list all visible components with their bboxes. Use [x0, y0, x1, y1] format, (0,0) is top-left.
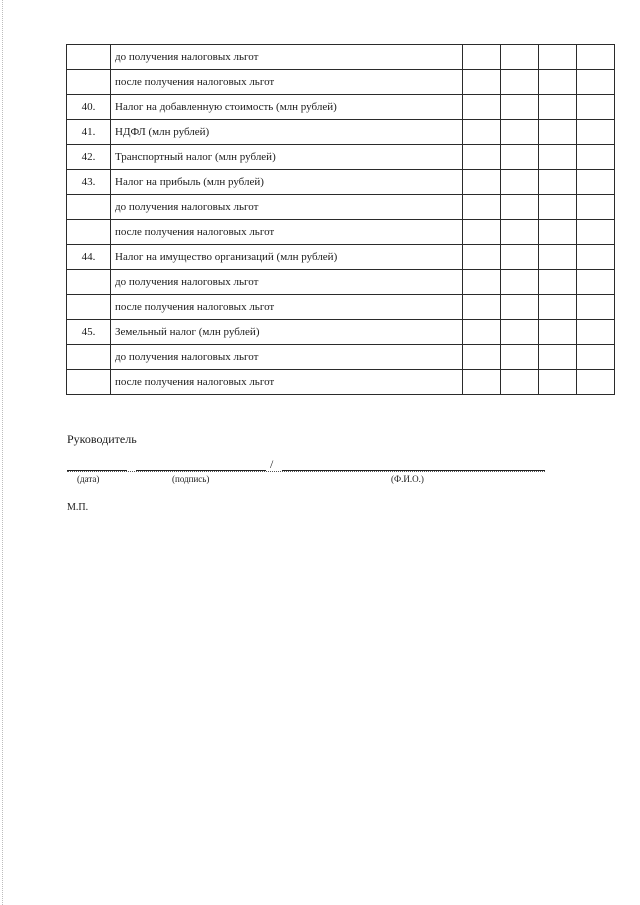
scan-edge-line	[2, 0, 4, 905]
row-name: после получения налоговых льгот	[111, 370, 463, 395]
value-cell	[463, 170, 501, 195]
value-cell	[577, 170, 615, 195]
value-cell	[463, 295, 501, 320]
value-cell	[577, 345, 615, 370]
value-cell	[577, 270, 615, 295]
value-cell	[577, 320, 615, 345]
signature-slash: /	[270, 457, 274, 471]
value-cell	[501, 170, 539, 195]
value-cell	[577, 95, 615, 120]
signature-caption: (подпись)	[172, 474, 210, 484]
value-cell	[539, 220, 577, 245]
table-row	[67, 145, 615, 170]
value-cell	[539, 95, 577, 120]
table-row	[67, 195, 615, 220]
row-name: Транспортный налог (млн рублей)	[111, 145, 463, 170]
table-row	[67, 95, 615, 120]
value-cell	[463, 245, 501, 270]
table-row	[67, 370, 615, 395]
row-name: после получения налоговых льгот	[111, 295, 463, 320]
row-number: 42.	[67, 145, 111, 170]
row-number	[67, 370, 111, 395]
signature-underline	[136, 470, 266, 471]
value-cell	[539, 70, 577, 95]
value-cell	[539, 195, 577, 220]
value-cell	[539, 345, 577, 370]
tax-table	[66, 44, 615, 395]
value-cell	[539, 145, 577, 170]
table-row	[67, 345, 615, 370]
row-number	[67, 70, 111, 95]
row-number: 41.	[67, 120, 111, 145]
value-cell	[463, 370, 501, 395]
value-cell	[577, 370, 615, 395]
signature-line	[67, 471, 545, 472]
table-row	[67, 45, 615, 70]
table-row	[67, 320, 615, 345]
row-name: до получения налоговых льгот	[111, 270, 463, 295]
value-cell	[501, 45, 539, 70]
row-name: до получения налоговых льгот	[111, 195, 463, 220]
value-cell	[501, 295, 539, 320]
value-cell	[577, 120, 615, 145]
row-number	[67, 270, 111, 295]
date-caption: (дата)	[77, 474, 100, 484]
value-cell	[501, 320, 539, 345]
value-cell	[463, 270, 501, 295]
row-name: после получения налоговых льгот	[111, 70, 463, 95]
value-cell	[501, 345, 539, 370]
value-cell	[463, 145, 501, 170]
value-cell	[463, 70, 501, 95]
table-row	[67, 295, 615, 320]
date-underline	[67, 470, 127, 471]
row-number	[67, 220, 111, 245]
value-cell	[539, 295, 577, 320]
value-cell	[577, 220, 615, 245]
value-cell	[539, 245, 577, 270]
row-name: Налог на прибыль (млн рублей)	[111, 170, 463, 195]
value-cell	[539, 270, 577, 295]
value-cell	[539, 320, 577, 345]
value-cell	[539, 170, 577, 195]
row-number	[67, 345, 111, 370]
row-name: Земельный налог (млн рублей)	[111, 320, 463, 345]
value-cell	[501, 270, 539, 295]
value-cell	[539, 370, 577, 395]
value-cell	[577, 145, 615, 170]
value-cell	[463, 320, 501, 345]
value-cell	[463, 45, 501, 70]
row-name: до получения налоговых льгот	[111, 45, 463, 70]
head-label: Руководитель	[67, 432, 137, 446]
table-row	[67, 120, 615, 145]
value-cell	[463, 95, 501, 120]
value-cell	[539, 120, 577, 145]
row-name: после получения налоговых льгот	[111, 220, 463, 245]
value-cell	[501, 70, 539, 95]
row-number	[67, 45, 111, 70]
value-cell	[501, 120, 539, 145]
value-cell	[577, 70, 615, 95]
fio-caption: (Ф.И.О.)	[391, 474, 424, 484]
value-cell	[463, 120, 501, 145]
value-cell	[501, 95, 539, 120]
row-number: 44.	[67, 245, 111, 270]
table-row	[67, 270, 615, 295]
table-row	[67, 245, 615, 270]
value-cell	[577, 295, 615, 320]
value-cell	[577, 195, 615, 220]
value-cell	[577, 45, 615, 70]
table-row	[67, 170, 615, 195]
row-number: 40.	[67, 95, 111, 120]
value-cell	[501, 145, 539, 170]
value-cell	[463, 220, 501, 245]
row-name: НДФЛ (млн рублей)	[111, 120, 463, 145]
row-number	[67, 295, 111, 320]
stamp-label: М.П.	[67, 502, 89, 513]
value-cell	[501, 195, 539, 220]
value-cell	[463, 345, 501, 370]
row-name: Налог на имущество организаций (млн рублей)	[111, 245, 463, 270]
value-cell	[501, 220, 539, 245]
table-row	[67, 70, 615, 95]
row-name: до получения налоговых льгот	[111, 345, 463, 370]
table-row	[67, 220, 615, 245]
value-cell	[463, 195, 501, 220]
value-cell	[539, 45, 577, 70]
row-name: Налог на добавленную стоимость (млн рублей)	[111, 95, 463, 120]
value-cell	[501, 370, 539, 395]
fio-underline	[282, 470, 545, 471]
row-number	[67, 195, 111, 220]
row-number: 43.	[67, 170, 111, 195]
value-cell	[501, 245, 539, 270]
row-number: 45.	[67, 320, 111, 345]
value-cell	[577, 245, 615, 270]
